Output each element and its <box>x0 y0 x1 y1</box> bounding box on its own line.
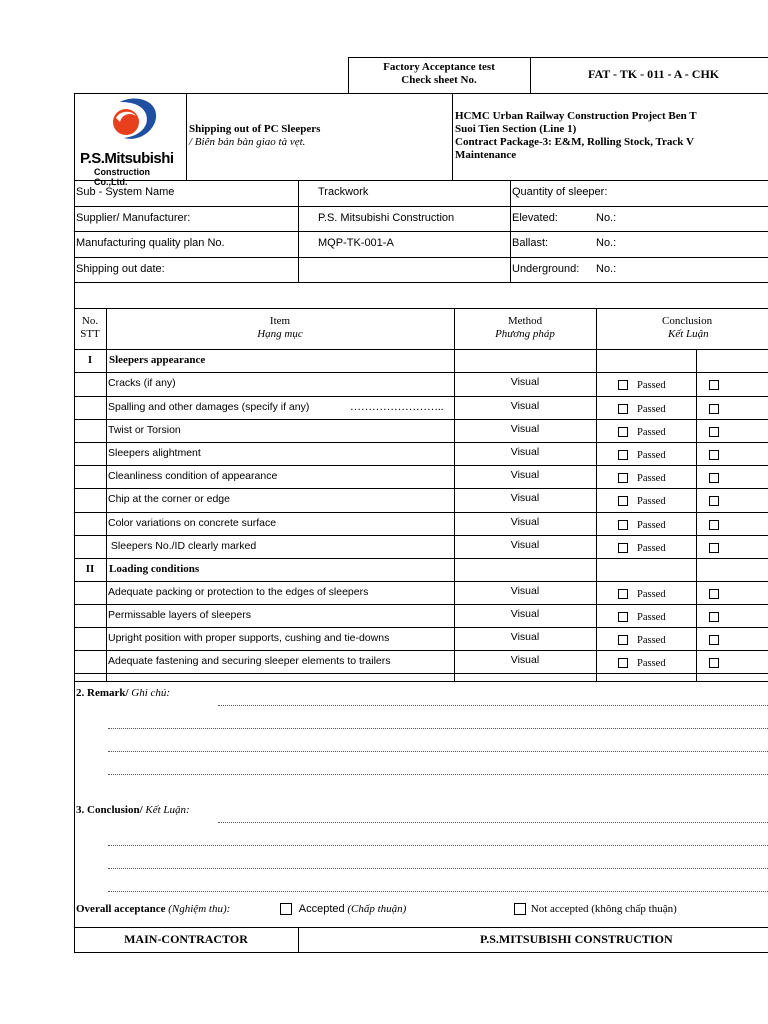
checklist-item: Adequate packing or protection to the edges of sleepers <box>108 586 369 598</box>
elevated-no-label: No.: <box>596 212 617 224</box>
underground-label: Underground: <box>512 263 580 275</box>
checklist-item: Adequate fastening and securing sleeper elements to trailers <box>108 655 391 667</box>
failed-checkbox[interactable] <box>709 589 719 599</box>
checklist-item: Permissable layers of sleepers <box>108 609 251 621</box>
passed-label: Passed <box>637 450 666 461</box>
column-no: No. STT <box>80 315 100 340</box>
passed-checkbox[interactable] <box>618 496 628 506</box>
checklist-item: Spalling and other damages (specify if any) <box>108 401 310 413</box>
section-title: Sleepers appearance <box>109 354 206 366</box>
passed-label: Passed <box>637 496 666 507</box>
check-sheet-label: Factory Acceptance test Check sheet No. <box>383 61 495 86</box>
method-value: Visual <box>510 446 540 458</box>
passed-label: Passed <box>637 427 666 438</box>
checklist-item: Twist or Torsion <box>108 424 181 436</box>
ballast-label: Ballast: <box>512 237 549 249</box>
not-accepted-checkbox[interactable] <box>514 903 526 915</box>
conclusion-label: 3. Conclusion/ Kết Luận: <box>76 804 190 816</box>
overall-acceptance-label: Overall acceptance (Nghiệm thu): <box>76 903 231 915</box>
checklist-item: Upright position with proper supports, cushing and tie-downs <box>108 632 390 644</box>
underground-no-label: No.: <box>596 263 617 275</box>
failed-checkbox[interactable] <box>709 404 719 414</box>
failed-checkbox[interactable] <box>709 450 719 460</box>
psm-signature: P.S.MITSUBISHI CONSTRUCTION <box>480 932 673 946</box>
accepted-checkbox[interactable] <box>280 903 292 915</box>
method-value: Visual <box>510 469 540 481</box>
failed-checkbox[interactable] <box>709 496 719 506</box>
ballast-no-label: No.: <box>596 237 617 249</box>
method-value: Visual <box>510 492 540 504</box>
checklist-item: Chip at the corner or edge <box>108 493 230 505</box>
supplier-label: Supplier/ Manufacturer: <box>76 212 191 224</box>
passed-label: Passed <box>637 658 666 669</box>
passed-checkbox[interactable] <box>618 473 628 483</box>
section-number: I <box>87 354 93 366</box>
document-title: Shipping out of PC Sleepers / Biên bản bàn giao tà vẹt. <box>189 123 321 148</box>
company-subtitle: Construction Co.,Ltd. <box>94 167 150 187</box>
failed-checkbox[interactable] <box>709 658 719 668</box>
passed-checkbox[interactable] <box>618 658 628 668</box>
method-value: Visual <box>510 516 540 528</box>
mqp-value: MQP-TK-001-A <box>318 237 394 249</box>
failed-checkbox[interactable] <box>709 543 719 553</box>
failed-checkbox[interactable] <box>709 635 719 645</box>
failed-checkbox[interactable] <box>709 473 719 483</box>
passed-checkbox[interactable] <box>618 635 628 645</box>
checklist-item: Sleepers alightment <box>108 447 201 459</box>
passed-label: Passed <box>637 520 666 531</box>
checklist-item: Color variations on concrete surface <box>108 517 277 529</box>
checklist-item: Cleanliness condition of appearance <box>108 470 278 482</box>
passed-label: Passed <box>637 404 666 415</box>
method-value: Visual <box>510 631 540 643</box>
sub-system-value: Trackwork <box>318 186 369 198</box>
passed-checkbox[interactable] <box>618 380 628 390</box>
passed-checkbox[interactable] <box>618 589 628 599</box>
method-value: Visual <box>510 608 540 620</box>
passed-checkbox[interactable] <box>618 450 628 460</box>
company-name: P.S.Mitsubishi <box>80 150 174 167</box>
checklist-item: Cracks (if any) <box>108 377 176 389</box>
passed-label: Passed <box>637 635 666 646</box>
quantity-label: Quantity of sleeper: <box>512 186 608 198</box>
failed-checkbox[interactable] <box>709 427 719 437</box>
remark-label: 2. Remark/ Ghi chú: <box>76 687 171 699</box>
passed-checkbox[interactable] <box>618 543 628 553</box>
specify-field[interactable]: …………………….. <box>350 401 444 413</box>
check-sheet-number: FAT - TK - 011 - A - CHK <box>588 67 720 81</box>
elevated-label: Elevated: <box>512 212 558 224</box>
method-value: Visual <box>510 400 540 412</box>
checklist-item: Sleepers No./ID clearly marked <box>108 540 257 552</box>
method-value: Visual <box>510 654 540 666</box>
passed-checkbox[interactable] <box>618 612 628 622</box>
failed-checkbox[interactable] <box>709 520 719 530</box>
method-value: Visual <box>510 539 540 551</box>
column-item: Item Hạng mục <box>257 315 303 340</box>
mitsubishi-logo-icon <box>80 96 184 148</box>
failed-checkbox[interactable] <box>709 612 719 622</box>
passed-checkbox[interactable] <box>618 427 628 437</box>
passed-checkbox[interactable] <box>618 520 628 530</box>
section-title: Loading conditions <box>109 563 200 575</box>
failed-checkbox[interactable] <box>709 380 719 390</box>
column-method: Method Phương pháp <box>495 315 555 340</box>
accepted-option[interactable]: Accepted (Chấp thuận) <box>280 903 406 915</box>
company-logo <box>80 96 184 187</box>
method-value: Visual <box>510 585 540 597</box>
passed-label: Passed <box>637 473 666 484</box>
passed-label: Passed <box>637 589 666 600</box>
passed-label: Passed <box>637 612 666 623</box>
passed-label: Passed <box>637 380 666 391</box>
passed-label: Passed <box>637 543 666 554</box>
mqp-label: Manufacturing quality plan No. <box>76 237 225 249</box>
main-contractor-signature: MAIN-CONTRACTOR <box>124 932 248 946</box>
section-number: II <box>85 563 95 575</box>
method-value: Visual <box>510 423 540 435</box>
shipping-date-label: Shipping out date: <box>76 263 165 275</box>
column-conclusion: Conclusion Kết Luận <box>662 315 713 340</box>
project-description: HCMC Urban Railway Construction Project Ben T Suoi Tien Section (Line 1) Contract Package-3: E&M, Rolling Stock, Track V Maintenance <box>455 110 697 161</box>
method-value: Visual <box>510 376 540 388</box>
not-accepted-option[interactable]: Not accepted (không chấp thuận) <box>514 903 677 915</box>
supplier-value: P.S. Mitsubishi Construction <box>318 212 455 224</box>
sub-system-label: Sub - System Name <box>76 186 175 198</box>
passed-checkbox[interactable] <box>618 404 628 414</box>
